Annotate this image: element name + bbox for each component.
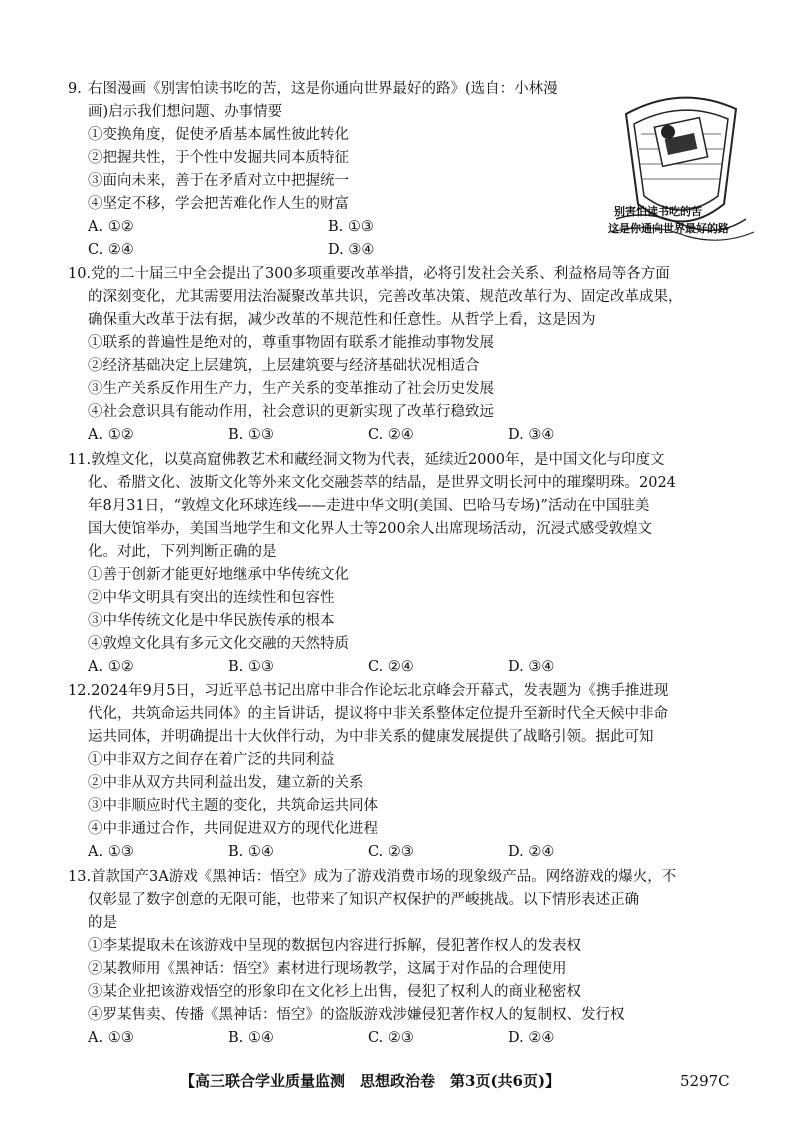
question-13-stem-cont: 的是 (88, 915, 117, 931)
choice-d[interactable]: D. ③④ (508, 659, 555, 675)
choice-d[interactable]: D. ②④ (508, 1030, 555, 1046)
option-item: ④罗某售卖、传播《黑神话：悟空》的盗版游戏涉嫌侵犯著作权人的复制权、发行权 (88, 1007, 625, 1023)
cartoon-caption-1: 别害怕读书吃的苦 (614, 205, 702, 218)
choice-d[interactable]: D. ③④ (508, 427, 555, 443)
choice-d[interactable]: D. ③④ (328, 242, 375, 258)
option-item: ②经济基础决定上层建筑，上层建筑要与经济基础状况相适合 (88, 358, 480, 374)
question-10 (68, 263, 728, 447)
question-9-stem: 9. 右图漫画《别害怕读书吃的苦，这是你通向世界最好的路》(选自：小林漫 (68, 81, 558, 97)
question-10-stem: 10.党的二十届三中全会提出了300多项重要改革举措，必将引发社会关系、利益格局等各方面 (68, 266, 670, 282)
question-10-stem-cont: 的深刻变化，尤其需要用法治凝聚改革共识，完善改革决策、规范改革行为、固定改革成果， (88, 289, 683, 305)
choice-b[interactable]: B. ①③ (328, 219, 374, 235)
choice-c[interactable]: C. ②③ (368, 844, 414, 860)
question-10-stem-cont: 确保重大改革于法有据，减少改革的不规范性和任意性。从哲学上看，这是因为 (88, 312, 596, 328)
choice-a[interactable]: A. ①② (88, 659, 134, 675)
choice-c[interactable]: C. ②④ (368, 427, 414, 443)
choice-a[interactable]: A. ①③ (88, 1030, 134, 1046)
option-item: ①李某提取未在该游戏中呈现的数据包内容进行拆解，侵犯著作权人的发表权 (88, 938, 581, 954)
question-11-stem: 11.敦煌文化，以莫高窟佛教艺术和藏经洞文物为代表，延续近2000年，是中国文化与印度文 (68, 452, 665, 468)
choice-b[interactable]: B. ①④ (228, 844, 274, 860)
question-11-stem-cont: 化。对此，下列判断正确的是 (88, 544, 277, 560)
question-11-stem-cont: 国大使馆举办，美国当地学生和文化界人士等200余人出席现场活动，沉浸式感受敦煌文 (88, 521, 653, 537)
choice-a[interactable]: A. ①③ (88, 844, 134, 860)
option-item: ④敦煌文化具有多元文化交融的天然特质 (88, 636, 349, 652)
option-item: ①善于创新才能更好地继承中华传统文化 (88, 567, 349, 583)
choice-b[interactable]: B. ①③ (228, 659, 274, 675)
option-item: ②某教师用《黑神话：悟空》素材进行现场教学，这属于对作品的合理使用 (88, 961, 567, 977)
choice-d[interactable]: D. ②④ (508, 844, 555, 860)
choice-c[interactable]: C. ②④ (368, 659, 414, 675)
option-item: ③中非顺应时代主题的变化，共筑命运共同体 (88, 798, 378, 814)
question-13 (68, 866, 728, 1050)
choice-a[interactable]: A. ①② (88, 427, 134, 443)
question-11-stem-cont: 化、希腊文化、波斯文化等外来文化交融荟萃的结晶，是世界文明长河中的璀璨明珠。2024 (88, 475, 676, 491)
option-item: ②中非从双方共同利益出发，建立新的关系 (88, 775, 364, 791)
option-item: ④坚定不移，学会把苦难化作人生的财富 (88, 196, 349, 212)
question-9 (68, 78, 608, 262)
option-item: ②把握共性，于个性中发掘共同本质特征 (88, 150, 349, 166)
option-item: ①变换角度，促使矛盾基本属性彼此转化 (88, 127, 349, 143)
question-9-stem-cont: 画)启示我们想问题、办事情要 (88, 104, 283, 120)
choice-a[interactable]: A. ①② (88, 219, 134, 235)
choice-b[interactable]: B. ①④ (228, 1030, 274, 1046)
option-item: ④中非通过合作，共同促进双方的现代化进程 (88, 821, 378, 837)
choice-c[interactable]: C. ②③ (368, 1030, 414, 1046)
option-item: ③生产关系反作用生产力，生产关系的变革推动了社会历史发展 (88, 381, 494, 397)
question-12-stem: 12.2024年9月5日，习近平总书记出席中非合作论坛北京峰会开幕式，发表题为《携手推进现 (68, 683, 669, 699)
option-item: ④社会意识具有能动作用，社会意识的更新实现了改革行稳致远 (88, 404, 494, 420)
cartoon-caption-2: 这是你通向世界最好的路 (608, 222, 729, 235)
question-12-stem-cont: 运共同体，并明确提出十大伙伴行动，为中非关系的健康发展提供了战略引领。据此可知 (88, 729, 654, 745)
option-item: ③面向未来，善于在矛盾对立中把握统一 (88, 173, 349, 189)
option-item: ③中华传统文化是中华民族传承的根本 (88, 613, 335, 629)
question-12 (68, 680, 728, 864)
answer-choices (88, 424, 648, 447)
option-item: ②中华文明具有突出的连续性和包容性 (88, 590, 335, 606)
question-13-stem-cont: 仅彰显了数字创意的无限可能，也带来了知识产权保护的严峻挑战。以下情形表述正确 (88, 892, 639, 908)
choice-b[interactable]: B. ①③ (228, 427, 274, 443)
answer-choices (88, 216, 568, 262)
option-item: ①联系的普遍性是绝对的，尊重事物固有联系才能推动事物发展 (88, 335, 494, 351)
answer-choices (88, 841, 648, 864)
paper-code: 5297C (680, 1072, 730, 1090)
question-12-stem-cont: 代化，共筑命运共同体》的主旨讲话，提议将中非关系整体定位提升至新时代全天候中非命 (88, 706, 668, 722)
question-11-stem-cont: 年8月31日，“敦煌文化环球连线——走进中华文明(美国、巴哈马专场)”活动在中国驻美 (88, 498, 650, 514)
question-11 (68, 449, 728, 679)
option-item: ③某企业把该游戏悟空的形象印在文化衫上出售，侵犯了权利人的商业秘密权 (88, 984, 581, 1000)
page-footer: 【高三联合学业质量监测 思想政治卷 第3页(共6页)】 (180, 1072, 561, 1090)
choice-c[interactable]: C. ②④ (88, 242, 134, 258)
answer-choices (88, 656, 648, 679)
answer-choices (88, 1027, 648, 1050)
question-13-stem: 13.首款国产3A游戏《黑神话：悟空》成为了游戏消费市场的现象级产品。网络游戏的爆火，不 (68, 869, 677, 885)
option-item: ①中非双方之间存在着广泛的共同利益 (88, 752, 335, 768)
